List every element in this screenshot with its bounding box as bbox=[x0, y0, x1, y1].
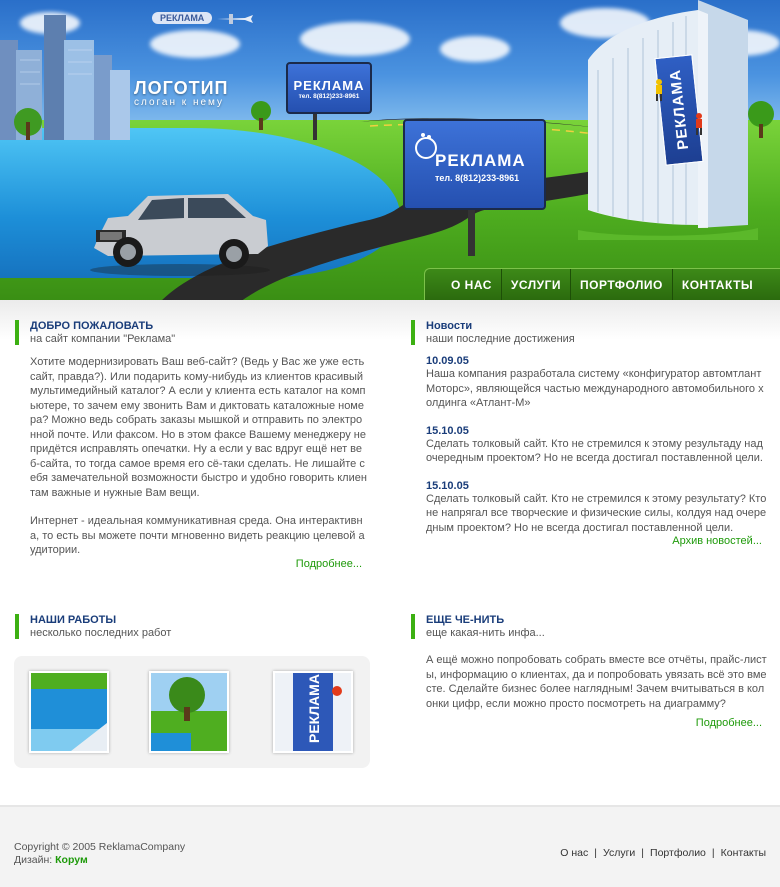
cloud bbox=[440, 36, 510, 62]
nav-item-about[interactable]: О НАС bbox=[425, 269, 502, 301]
other-more-link[interactable]: Подробнее... bbox=[695, 717, 762, 729]
footer-links bbox=[560, 847, 766, 859]
design-label: Дизайн: bbox=[14, 854, 53, 866]
news-subtitle: наши последние достижения bbox=[426, 333, 575, 345]
billboard-large-phone: тел. 8(812)233-8961 bbox=[435, 173, 520, 183]
lake-image-icon bbox=[31, 673, 107, 751]
nav-item-services[interactable]: УСЛУГИ bbox=[502, 269, 571, 301]
news-archive-link[interactable]: Архив новостей... bbox=[672, 535, 762, 547]
design-author-link[interactable]: Корум bbox=[55, 854, 88, 866]
design-credit bbox=[14, 854, 185, 867]
work-thumbnail[interactable] bbox=[149, 671, 229, 753]
works-heading bbox=[15, 614, 370, 639]
works-subtitle: несколько последних работ bbox=[30, 627, 172, 639]
logo-slogan: слоган к нему bbox=[134, 97, 225, 108]
cloud bbox=[150, 30, 240, 58]
billboard-small bbox=[286, 62, 372, 114]
news-date: 15.10.05 bbox=[426, 479, 469, 492]
main-content bbox=[0, 300, 780, 805]
footer-separator: | bbox=[594, 847, 597, 859]
billboard-small-phone: тел. 8(812)233-8961 bbox=[298, 93, 360, 100]
footer-copyright bbox=[14, 841, 185, 867]
billboard-large-title: РЕКЛАМА bbox=[435, 151, 526, 170]
jeep-car bbox=[88, 188, 273, 276]
cloud bbox=[300, 22, 410, 56]
billboard-logo-icon bbox=[413, 131, 439, 161]
billboard-large bbox=[403, 119, 546, 210]
works-section bbox=[15, 614, 370, 639]
billboard-pole bbox=[468, 204, 475, 256]
footer-link-about[interactable]: О нас bbox=[560, 847, 589, 859]
works-gallery bbox=[14, 656, 370, 768]
nav-item-contacts[interactable]: КОНТАКТЫ bbox=[681, 277, 754, 292]
news-text: Сделать толковый сайт. Кто не стремился к этому результаду над очередным проектом? Но не всегда достигал поставленной цели. bbox=[426, 437, 763, 464]
news-date: 10.09.05 bbox=[426, 355, 469, 367]
welcome-paragraph: Хотите модернизировать Ваш веб-сайт? (Ведь у Вас же уже есть сайт, правда?). Или подарить кому-нибудь из клиентов красивый мультимедийный каталог? А если у клиента есть каталог на компьютере, то зачем ему звонить Вам и диктовать каталожные номера? Можно ведь собрать заказы мышкой и отправить по электронной почте. Или факсом. Но в этом факсе Вашему менеджеру не придётся исправлять опечатки. Ну а если у вас вдруг ещё нет веб-сайта, то тогда самое время его сё-таки сделать. Не лишайте себя замечательной возможности быстро и удобно говорить клиентам важные и нужные Вам вещи. bbox=[30, 356, 367, 499]
news-item bbox=[426, 425, 768, 466]
news-item bbox=[426, 355, 768, 411]
city-skyline bbox=[0, 10, 130, 140]
footer-link-contacts[interactable]: Контакты bbox=[720, 847, 766, 859]
welcome-paragraph: Интернет - идеальная коммуникативная среда. Она интерактивна, то есть вы можете почти мгновенно видеть реакцию целевой аудитории. bbox=[30, 515, 365, 556]
climber-figure bbox=[692, 112, 706, 136]
logo-title: ЛОГОТИП bbox=[134, 78, 229, 98]
work-thumbnail[interactable] bbox=[273, 671, 353, 753]
tree bbox=[246, 100, 276, 130]
welcome-subtitle: на сайт компании "Реклама" bbox=[30, 333, 176, 345]
nav-item-portfolio[interactable]: ПОРТФОЛИО bbox=[571, 269, 673, 301]
news-text: Наша компания разработала систему «конфигуратор автомтлант Моторс», являющейся частью международного автомобильного холдинга «Атлант-М» bbox=[426, 368, 764, 409]
welcome-heading bbox=[15, 320, 367, 345]
footer-separator: | bbox=[641, 847, 645, 859]
other-title: ЕЩЕ ЧЕ-НИТЬ bbox=[426, 614, 505, 626]
other-paragraph: А ещё можно попробовать собрать вместе все отчёты, прайс-листы, информацию о клиентах, да и попробовать увязать всё это вместе. Сделайте бизнес более наглядным! Зачем вчитываться в колонки цифр, если можно просто посмотреть на диаграмму? bbox=[426, 654, 767, 710]
news-heading bbox=[411, 320, 768, 345]
work-thumbnail[interactable] bbox=[29, 671, 109, 753]
site-logo[interactable] bbox=[134, 78, 228, 108]
news-section bbox=[411, 320, 768, 547]
work-thumbnail-text: РЕКЛАМА bbox=[306, 674, 322, 743]
top-ad-text: РЕКЛАМА bbox=[152, 12, 212, 24]
footer-link-services[interactable]: Услуги bbox=[602, 847, 636, 859]
footer-link-portfolio[interactable]: Портфолио bbox=[650, 847, 706, 859]
other-subtitle: еще какая-нить инфа... bbox=[426, 627, 545, 639]
welcome-title: ДОБРО ПОЖАЛОВАТЬ bbox=[30, 320, 154, 332]
news-text: Сделать толковый сайт. Кто не стремился к этому результату? Кто не напрягал все творческие и физические силы, колдуя над очередным проектом? Но не всегда достигал поставленной цели. bbox=[426, 492, 767, 534]
tree-image-icon bbox=[151, 673, 227, 751]
top-ad-label bbox=[152, 12, 255, 25]
other-heading bbox=[411, 614, 768, 639]
other-section bbox=[411, 614, 768, 729]
banner-image-icon bbox=[275, 673, 351, 751]
header-banner bbox=[0, 0, 780, 300]
news-title: Новости bbox=[426, 320, 473, 332]
welcome-section bbox=[15, 320, 367, 570]
billboard-small-title: РЕКЛАМА bbox=[293, 78, 365, 93]
airplane-icon bbox=[215, 13, 255, 25]
copyright-text: Copyright © 2005 ReklamaCompany bbox=[14, 841, 186, 853]
news-date: 15.10.05 bbox=[426, 424, 469, 437]
billboard-pole bbox=[313, 110, 317, 140]
news-item bbox=[426, 480, 768, 536]
tower-banner-text: РЕКЛАМА bbox=[666, 68, 692, 151]
works-title: НАШИ РАБОТЫ bbox=[30, 614, 117, 626]
main-nav bbox=[424, 268, 780, 300]
welcome-more-link[interactable]: Подробнее... bbox=[295, 557, 362, 570]
footer bbox=[0, 805, 780, 887]
climber-figure bbox=[652, 78, 666, 102]
footer-separator: | bbox=[711, 847, 715, 859]
